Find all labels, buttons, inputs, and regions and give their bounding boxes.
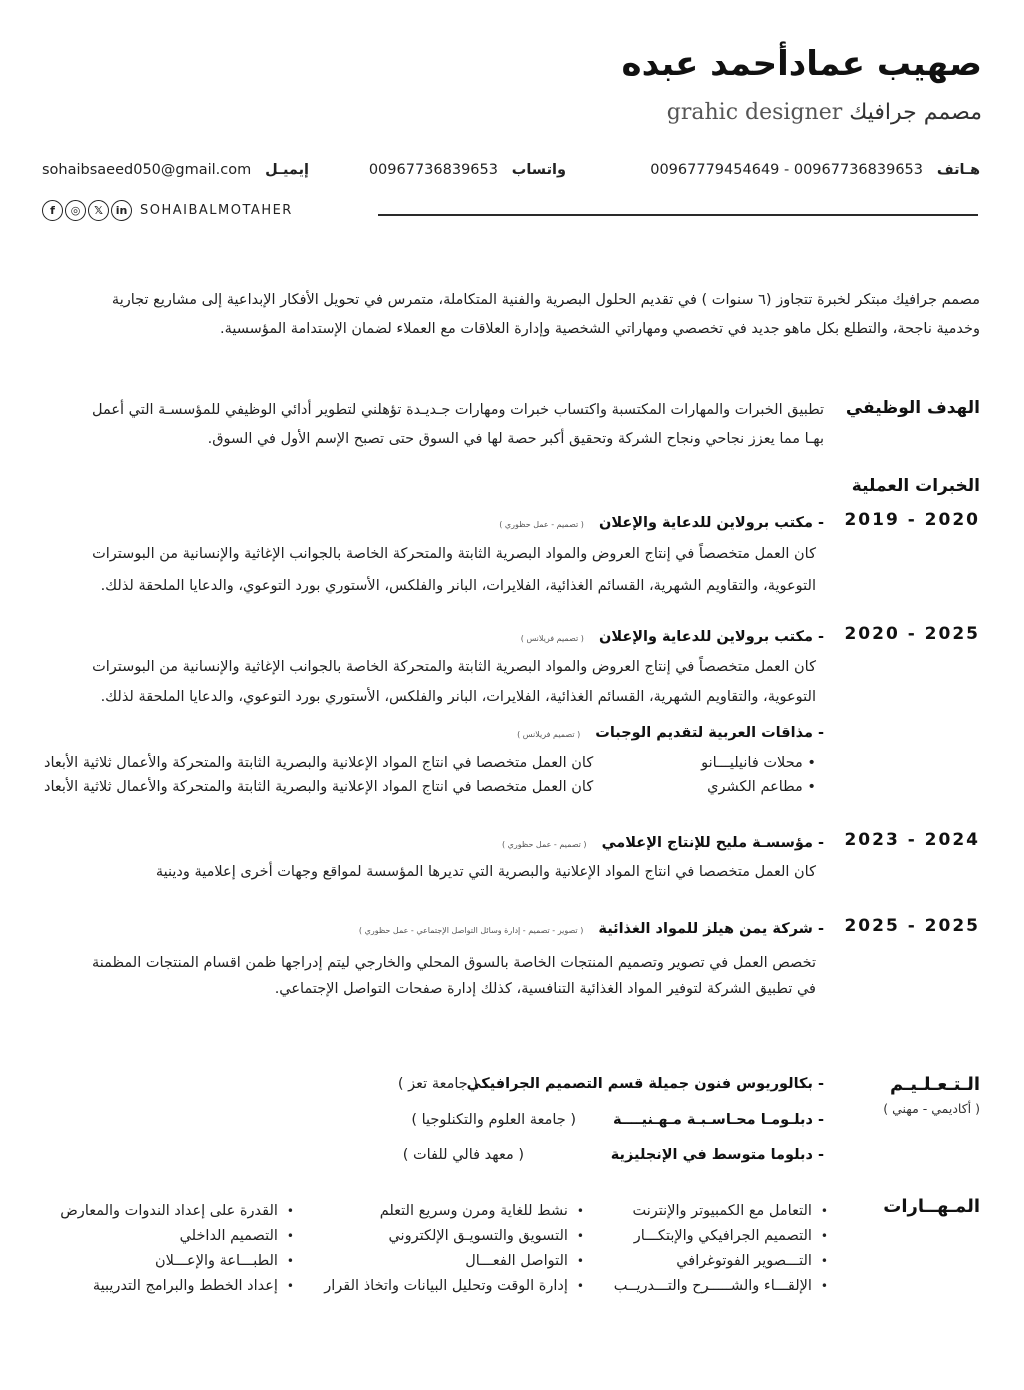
skill-item: • نشط للغاية ومرن وسريع التعلم (324, 1199, 584, 1224)
summary-line: وخدمية ناجحة، والتطلع بكل ماهو جديد في تخصصي ومهاراتي الشخصية وإدارة العلاقات مع العملاء لضمان الإستدامة المؤسسية. (219, 321, 980, 337)
education-degree: - دبلوما متوسط في الإنجليزية (610, 1147, 824, 1163)
job-years: 2025 - 2025 (844, 916, 980, 936)
education-degree: - دبلـومـا محـاسـبـة مـهـنيــــة (612, 1112, 824, 1128)
whatsapp-contact (369, 162, 566, 178)
job-description (42, 858, 816, 887)
job-company: - مكتب برولاين للدعاية والإعلان (598, 515, 824, 531)
job-line: التوعوية، والتقاويم الشهرية، القسائم الغذائية، الفلايرات، البانر والفلكس، الأستوري بورد التوعوي، والدعايا الملحقة لذلك. (100, 689, 816, 705)
facebook-icon[interactable]: f (42, 200, 63, 221)
skill-item: • التعامل مع الكمبيوتر والإنترنت (614, 1199, 828, 1224)
job-title-ar: مصمم جرافيك (849, 100, 982, 125)
education-subtitle: ( أكاديمي - مهني ) (883, 1101, 980, 1116)
sub-job-heading (517, 722, 824, 741)
job-description (42, 538, 816, 602)
objective-title: الهدف الوظيفي (845, 398, 980, 418)
skill-item: • إدارة الوقت وتحليل البيانات واتخاذ القرار (324, 1274, 584, 1299)
job-company: - مكتب برولاين للدعاية والإعلان (598, 629, 824, 645)
job-line: كان العمل متخصصا في انتاج المواد الإعلانية والبصرية التي تديرها المؤسسة لمواقع وجهات أخرى إعلامية ودينية (155, 864, 816, 880)
social-handle: SOHAIBALMOTAHER (140, 203, 293, 218)
job-tag: ( تصميم - عمل حظوري ) (499, 520, 584, 529)
x-icon[interactable]: 𝕏 (88, 200, 109, 221)
email-contact (42, 162, 309, 178)
skill-item: • التـــصوير الفوتوغرافي (614, 1249, 828, 1274)
skills-title: المـهــارات (883, 1196, 980, 1217)
social-links (42, 200, 293, 221)
instagram-icon[interactable]: ◎ (65, 200, 86, 221)
skill-item: • التصميم الجرافيكي والإبتكـــار (614, 1224, 828, 1249)
phone-value: 00967779454649 - 00967736839653 (650, 162, 923, 178)
experience-title: الخبرات العملية (851, 476, 980, 496)
skill-item: • التصميم الداخلي (60, 1224, 294, 1249)
job-heading (502, 832, 824, 851)
profile-summary (42, 286, 980, 344)
job-company: - مؤسسـة مليح للإنتاج الإعلامي (601, 835, 824, 851)
client-description: كان العمل متخصصا في انتاج المواد الإعلانية والبصرية الثابتة والمتحركة والأعمال ثلاثية الأبعاد (44, 779, 594, 795)
job-years: 2019 - 2020 (844, 510, 980, 530)
linkedin-icon[interactable]: in (111, 200, 132, 221)
job-line: كان العمل متخصصاً في إنتاج العروض والمواد البصرية الثابتة والمتحركة الخاصة بالجوانب الإغاثية والإنسانية من البوسترات (92, 659, 816, 675)
job-line: في تطبيق الشركة لتوفير المواد الغذائية التنافسية، كذلك إدارة صفحات التواصل الإجتماعي. (274, 981, 816, 997)
email-value[interactable]: sohaibsaeed050@gmail.com (42, 162, 252, 178)
job-line: تخصص العمل في تصوير وتصميم المنتجات الخاصة بالسوق المحلي والخارجي ليتم إدراجها ظمن اقسام المنتجات المظمنة (92, 955, 816, 971)
phone-label: هـاتف (936, 162, 980, 178)
summary-line: مصمم جرافيك مبتكر لخبرة تتجاوز (٦ سنوات ) في تقديم الحلول البصرية والفنية المتكاملة، متمرس في تحويل الأفكار الإبداعية إلى مشاريع تجارية (111, 292, 980, 308)
job-line: التوعوية، والتقاويم الشهرية، القسائم الغذائية، الفلايرات، البانر والفلكس، الأستوري بورد التوعوي، والدعايا الملحقة لذلك. (100, 578, 816, 594)
job-tag: ( تصميم فريلانس ) (520, 634, 584, 643)
skills-column (614, 1199, 828, 1299)
job-tag: ( تصميم - عمل حظوري ) (501, 840, 587, 849)
skill-item: • التواصل الفعـــال (324, 1249, 584, 1274)
phone-contact (650, 162, 980, 178)
job-title (659, 100, 982, 125)
sub-job-company: - مذاقات العربية لتقديم الوجبات (595, 725, 824, 741)
skill-item: • التسويق والتسويـق الإلكتروني (324, 1224, 584, 1249)
whatsapp-label: واتساب (511, 162, 566, 178)
education-institution: ( جامعة العلوم والتكنلوجيا ) (411, 1112, 576, 1128)
job-tag: ( تصوير - تصميم - إدارة وسائل التواصل الإجتماعي - عمل حظوري ) (358, 926, 584, 935)
skill-item: • إعداد الخطط والبرامج التدريبية (60, 1274, 294, 1299)
skill-item: • القدرة على إعداد الندوات والمعارض (60, 1199, 294, 1224)
education-title: الـتـعـلـيـم (889, 1074, 980, 1095)
client-description: كان العمل متخصصا في انتاج المواد الإعلانية والبصرية الثابتة والمتحركة والأعمال ثلاثية الأبعاد (44, 755, 594, 771)
skill-item: • الإلقـــاء والشـــــرح والتـــدريــب (614, 1274, 828, 1299)
client-name: • محلات فانيليـــانو (701, 755, 816, 771)
education-degree: - بكالوريوس فنون جميلة قسم التصميم الجرافيكي (466, 1076, 824, 1092)
job-company: - شركة يمن هيلز للمواد الغذائية (598, 921, 824, 937)
job-heading (521, 626, 824, 645)
job-years: 2020 - 2025 (844, 624, 980, 644)
header-divider (378, 214, 978, 216)
resume-name: صهيب عمادأحمد عبده (621, 44, 982, 84)
whatsapp-value: 00967736839653 (368, 162, 498, 178)
skills-column (60, 1199, 294, 1299)
sub-job-tag: ( تصميم فريلانس ) (517, 730, 581, 739)
objective-line: تطبيق الخبرات والمهارات المكتسبة واكتساب خبرات ومهارات جـديـدة تؤهلني لتطوير أدائي الوظيفي للمؤسسـة التي أعمل (92, 402, 824, 418)
job-description (42, 652, 816, 712)
email-label: إيميـل (265, 162, 310, 178)
client-name: • مطاعم الكشري (707, 779, 816, 795)
education-institution: ( جامعة تعز ) (397, 1076, 478, 1092)
objective-text (42, 396, 824, 454)
objective-line: بهـا مما يعزز نجاحي ونجاح الشركة وتحقيق أكبر حصة لها في السوق حتى تصبح الإسم الأول في السوق. (207, 431, 824, 447)
job-line: كان العمل متخصصاً في إنتاج العروض والمواد البصرية الثابتة والمتحركة الخاصة بالجوانب الإغاثية والإنسانية من البوسترات (92, 546, 816, 562)
job-years: 2023 - 2024 (844, 830, 980, 850)
education-institution: ( معهد فالي للفات ) (402, 1147, 524, 1163)
job-description (42, 950, 816, 1002)
job-title-en: grahic designer (666, 100, 843, 125)
job-heading (499, 512, 824, 531)
skill-item: • الطبـــاعة والإعـــلان (60, 1249, 294, 1274)
job-heading (359, 918, 824, 937)
skills-column (324, 1199, 584, 1299)
